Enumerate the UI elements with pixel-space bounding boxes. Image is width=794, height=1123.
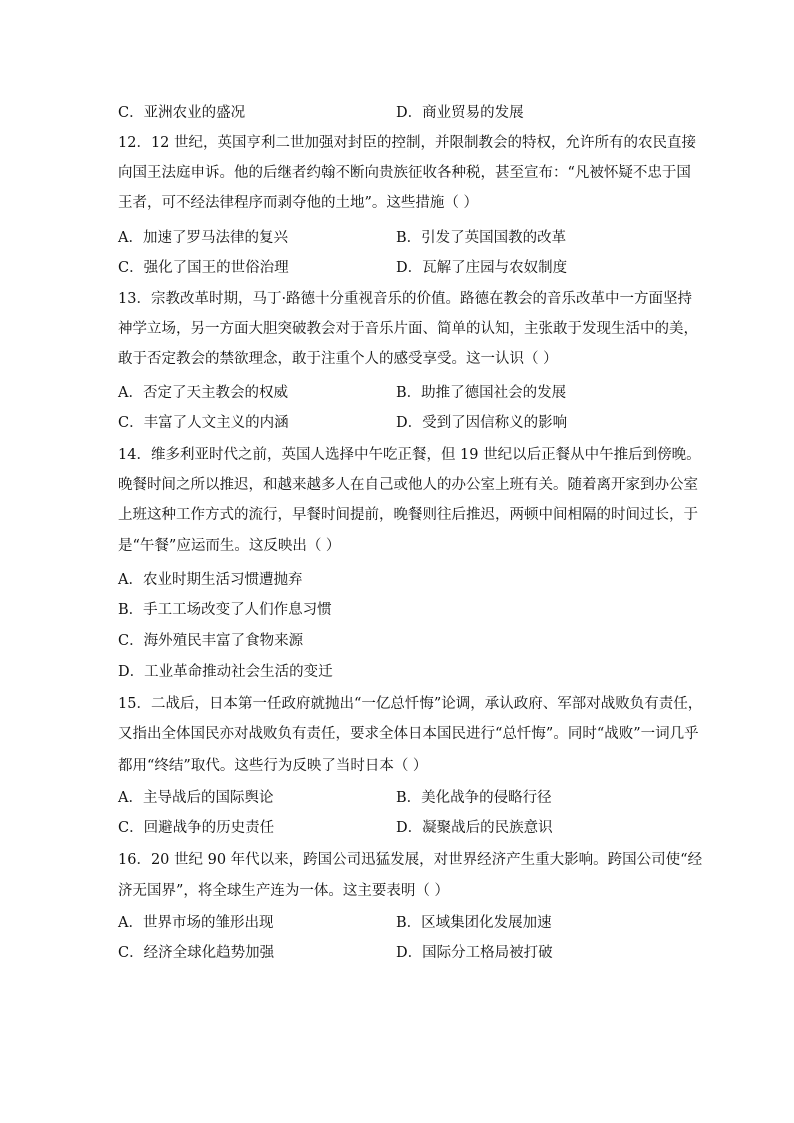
q15-option-c: C．回避战争的历史责任 [118, 820, 275, 836]
q14-stem-line: 晚餐时间之所以推迟，和越来越多人在自己或他人的办公室上班有关。随着离开家到办公室 [118, 477, 698, 493]
q14-stem-line: 14．维多利亚时代之前，英国人选择中午吃正餐，但 19 世纪以后正餐从中午推后到傍晚。 [118, 447, 701, 463]
q14-stem-line: 上班这种工作方式的流行，早餐时间提前，晚餐则往后推迟，两顿中间相隔的时间过长，于 [118, 507, 698, 523]
q11-option-c: C．亚洲农业的盛况 [118, 105, 246, 121]
q16-option-d: D．国际分工格局被打破 [396, 945, 553, 961]
q13-option-d: D．受到了因信称义的影响 [396, 415, 568, 431]
q12-option-b: B．引发了英国国教的改革 [396, 230, 567, 246]
q13-option-b: B．助推了德国社会的发展 [396, 385, 567, 401]
q13-option-c: C．丰富了人文主义的内涵 [118, 415, 289, 431]
q15-stem-line: 都用“终结”取代。这些行为反映了当时日本（ ） [118, 758, 428, 774]
q12-option-a: A．加速了罗马法律的复兴 [118, 230, 288, 246]
q14-option-a: A．农业时期生活习惯遭抛弃 [118, 572, 303, 588]
q12-stem-line: 12．12 世纪，英国亨利二世加强对封臣的控制，并限制教会的特权，允许所有的农民直接 [118, 135, 697, 151]
q14-option-c: C．海外殖民丰富了食物来源 [118, 633, 304, 649]
q15-stem-line: 15．二战后，日本第一任政府就抛出“一亿总忏悔”论调，承认政府、军部对战败负有责任， [118, 696, 703, 712]
q14-option-d: D．工业革命推动社会生活的变迁 [118, 664, 333, 680]
q15-option-d: D．凝聚战后的民族意识 [396, 820, 553, 836]
q15-option-b: B．美化战争的侵略行径 [396, 790, 552, 806]
q16-option-b: B．区域集团化发展加速 [396, 915, 552, 931]
q12-option-d: D．瓦解了庄园与农奴制度 [396, 260, 568, 276]
q12-option-c: C．强化了国王的世俗治理 [118, 260, 289, 276]
q12-stem-line: 向国王法庭申诉。他的后继者约翰不断向贵族征收各种税，甚至宣布：“凡被怀疑不忠于国 [118, 165, 691, 181]
q14-stem-line: 是“午餐”应运而生。这反映出（ ） [118, 538, 341, 554]
q11-option-d: D．商业贸易的发展 [396, 105, 524, 121]
q13-stem-line: 神学立场，另一方面大胆突破教会对于音乐片面、简单的认知，主张敢于发现生活中的美， [118, 321, 698, 337]
q15-option-a: A．主导战后的国际舆论 [118, 790, 274, 806]
q12-stem-line: 王者，可不经法律程序而剥夺他的土地”。这些措施（ ） [118, 195, 479, 211]
q16-option-a: A．世界市场的雏形出现 [118, 915, 274, 931]
q16-stem-line: 济无国界”，将全球生产连为一体。这主要表明（ ） [118, 883, 450, 899]
q15-stem-line: 又指出全体国民亦对战败负有责任，要求全体日本国民进行“总忏悔”。同时“战败”一词几乎 [118, 726, 699, 742]
q13-stem-line: 敢于否定教会的禁欲理念，敢于注重个人的感受享受。这一认识（ ） [118, 351, 558, 367]
q16-option-c: C．经济全球化趋势加强 [118, 945, 275, 961]
q14-option-b: B．手工工场改变了人们作息习惯 [118, 602, 332, 618]
q16-stem-line: 16．20 世纪 90 年代以来，跨国公司迅猛发展，对世界经济产生重大影响。跨国公司使“经 [118, 852, 703, 868]
q13-stem-line: 13．宗教改革时期，马丁·路德十分重视音乐的价值。路德在教会的音乐改革中一方面坚持 [118, 291, 693, 307]
q13-option-a: A．否定了天主教会的权威 [118, 385, 288, 401]
